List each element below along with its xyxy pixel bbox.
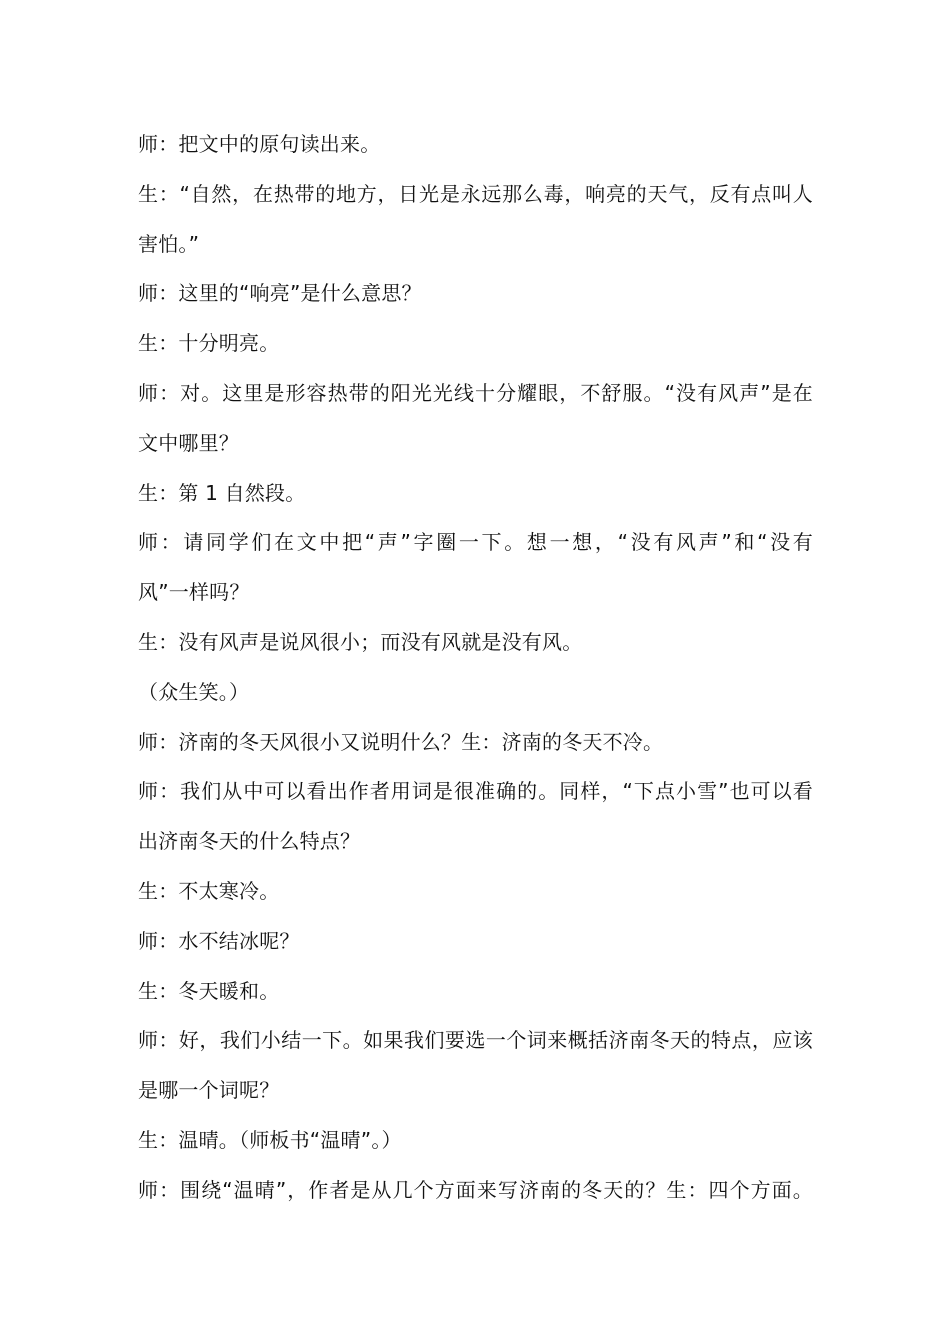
text-line: 是哪一个词呢？ — [138, 1078, 280, 1103]
text-line: 师：我们从中可以看出作者用词是很准确的。同样，“下点小雪”也可以看 — [138, 779, 813, 804]
text-line: 生：不太寒冷。 — [138, 878, 280, 903]
text-line: 生：冬天暖和。 — [138, 978, 280, 1003]
text-line: 生：温晴。（师板书“温晴”。） — [138, 1127, 402, 1152]
dialogue-text — [138, 120, 813, 1216]
text-line: 师：围绕“温晴”，作者是从几个方面来写济南的冬天的？生：四个方面。 — [138, 1177, 813, 1202]
text-line: 师：好，我们小结一下。如果我们要选一个词来概括济南冬天的特点，应该 — [138, 1028, 813, 1053]
text-line: 师：把文中的原句读出来。 — [138, 132, 381, 156]
text-line: 师：水不结冰呢？ — [138, 928, 300, 953]
text-line: 文中哪里？ — [138, 430, 239, 455]
text-line: 师：这里的“响亮”是什么意思？ — [138, 281, 422, 306]
text-line: 风”一样吗？ — [138, 580, 250, 605]
text-line: 师：对。这里是形容热带的阳光光线十分耀眼，不舒服。“没有风声”是在 — [138, 380, 813, 405]
text-line: 师：济南的冬天风很小又说明什么？生：济南的冬天不冷。 — [138, 729, 664, 754]
text-line: 害怕。” — [138, 231, 200, 256]
text-line: 生：“自然，在热带的地方，日光是永远那么毒，响亮的天气，反有点叫人 — [138, 181, 813, 206]
text-line: 生：十分明亮。 — [138, 331, 280, 356]
text-line: 出济南冬天的什么特点？ — [138, 829, 361, 854]
text-line: 生：没有风声是说风很小；而没有风就是没有风。 — [138, 629, 583, 654]
text-line: 生：第 1 自然段。 — [138, 480, 306, 505]
text-line: 师：请同学们在文中把“声”字圈一下。想一想，“没有风声”和“没有 — [138, 530, 813, 555]
text-line: （众生笑。） — [138, 679, 250, 704]
